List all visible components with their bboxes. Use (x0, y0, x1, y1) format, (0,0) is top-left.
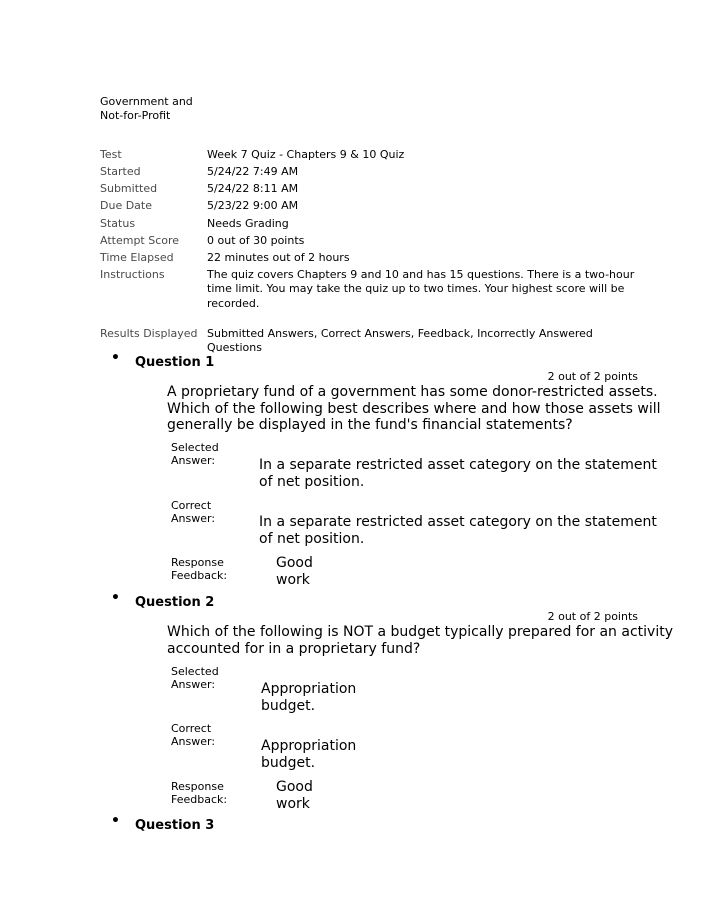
attempt-score-label: Attempt Score (100, 234, 180, 247)
started-value: 5/24/22 7:49 AM (207, 165, 299, 178)
test-label: Test (100, 148, 122, 161)
attempt-score-value: 0 out of 30 points (207, 234, 305, 247)
instructions-text: The quiz covers Chapters 9 and 10 and has 15 questions. There is a two-hour time limit. You may take the quiz up to two times. Your highest score will be recorded. (207, 268, 635, 310)
course-title-line1: Government and (100, 95, 193, 108)
q2-feedback: Good work (276, 779, 313, 812)
q2-selected-answer-label: Selected Answer: (171, 665, 219, 691)
q1-correct-answer: In a separate restricted asset category on the statement of net position. (259, 514, 657, 547)
submitted-value: 5/24/22 8:11 AM (207, 182, 299, 195)
q1-correct-answer-label: Correct Answer: (171, 499, 216, 525)
status-value: Needs Grading (207, 217, 289, 230)
question-2-points: 2 out of 2 points (547, 610, 638, 623)
time-elapsed-value: 22 minutes out of 2 hours (207, 251, 350, 264)
q1-selected-answer-label: Selected Answer: (171, 441, 219, 467)
question-3-title: Question 3 (135, 818, 215, 833)
question-1-bullet: • (111, 350, 120, 366)
q1-feedback: Good work (276, 555, 313, 588)
course-title (100, 95, 220, 122)
question-3-bullet: • (111, 813, 120, 829)
instructions-label: Instructions (100, 268, 165, 281)
due-date-label: Due Date (100, 199, 152, 212)
test-value: Week 7 Quiz - Chapters 9 & 10 Quiz (207, 148, 405, 161)
question-1-points: 2 out of 2 points (547, 370, 638, 383)
q1-selected-answer: In a separate restricted asset category on the statement of net position. (259, 457, 657, 490)
q2-correct-answer: Appropriation budget. (261, 738, 357, 771)
question-2-text: Which of the following is NOT a budget typically prepared for an activity accounted for in a proprietary fund? (167, 624, 673, 657)
course-title-line2: Not-for-Profit (100, 108, 171, 122)
q2-correct-answer-label: Correct Answer: (171, 722, 216, 748)
question-1-text: A proprietary fund of a government has some donor-restricted assets. Which of the following best describes where and how those assets will generally be displayed in the fund's financial statements? (167, 384, 661, 433)
q1-feedback-label: Response Feedback: (171, 556, 228, 582)
due-date-value: 5/23/22 9:00 AM (207, 199, 299, 212)
question-2-title: Question 2 (135, 595, 215, 610)
results-displayed-label: Results Displayed (100, 327, 198, 340)
submitted-label: Submitted (100, 182, 158, 195)
question-2-bullet: • (111, 590, 120, 606)
q2-selected-answer: Appropriation budget. (261, 681, 357, 714)
results-displayed-value: Submitted Answers, Correct Answers, Feedback, Incorrectly Answered Questions (207, 327, 593, 354)
started-label: Started (100, 165, 141, 178)
question-1-title: Question 1 (135, 355, 215, 370)
status-label: Status (100, 217, 136, 230)
q2-feedback-label: Response Feedback: (171, 780, 228, 806)
time-elapsed-label: Time Elapsed (100, 251, 174, 264)
